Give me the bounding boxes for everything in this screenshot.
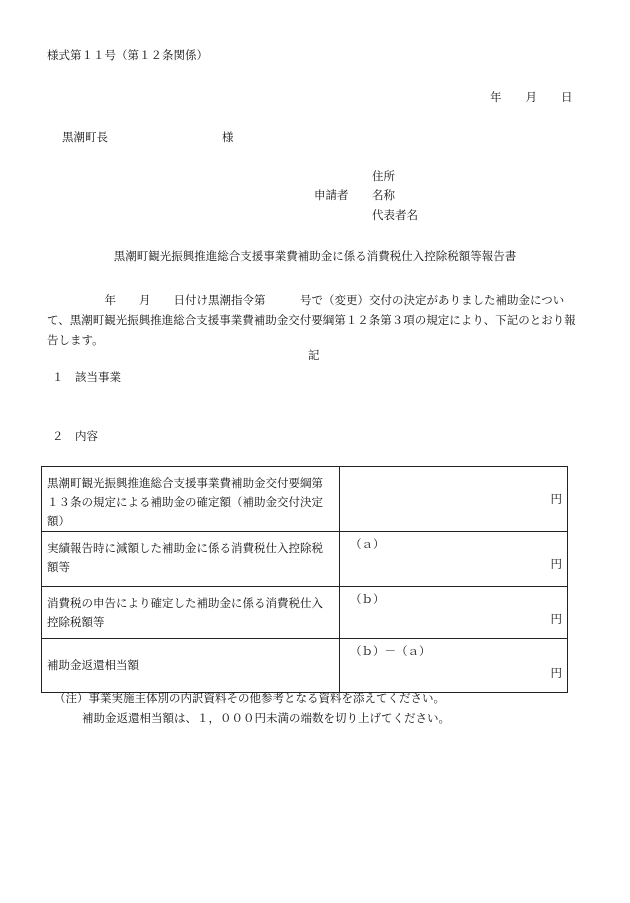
note-1: （注）事業実施主体別の内訳資料その他参考となる資料を添えてください。 [54,691,445,705]
date-day: 日 [561,90,573,104]
name-label: 名称 [372,188,395,202]
yen-unit: 円 [550,666,562,680]
amount-tag: （ｂ）－（ａ） [350,644,431,658]
date-line [490,92,573,104]
row-label: 消費税の申告により確定した補助金に係る消費税仕入控除税額等 [42,587,340,639]
amount-tag: （ｂ） [350,592,385,606]
date-month: 月 [525,90,537,104]
amount-cell [340,532,568,587]
table-row [42,587,568,639]
applicant-label: 申請者 [314,188,349,202]
row-label: 補助金返還相当額 [42,639,340,693]
amount-tag: （ａ） [350,537,385,551]
address-label: 住所 [372,169,395,183]
table-row [42,639,568,693]
yen-unit: 円 [550,612,562,626]
addressee: 黒潮町長 [62,130,108,144]
row-label: 黒潮町観光振興推進総合支援事業費補助金交付要綱第１３条の規定による補助金の確定額（補助金交付決定額） [42,467,340,532]
representative-label: 代表者名 [372,208,418,222]
amount-cell [340,587,568,639]
content-table [41,466,568,693]
document-title: 黒潮町観光振興推進総合支援事業費補助金に係る消費税仕入控除税額等報告書 [113,249,517,263]
amount-cell [340,467,568,532]
amount-cell [340,639,568,693]
ki-heading: 記 [308,348,320,362]
date-year: 年 [490,90,502,104]
note-2: 補助金返還相当額は、１，０００円未満の端数を切り上げてください。 [82,711,450,725]
yen-unit: 円 [550,557,562,571]
section-1-heading: １ 該当事業 [52,370,121,384]
body-paragraph: 年 月 日付け黒潮指令第 号で（変更）交付の決定がありました補助金について、黒潮町観光振興推進総合支援事業費補助金交付要綱第１２条第３項の規定により、下記のとおり報告します。 [47,293,576,347]
honorific: 様 [222,130,234,144]
form-number: 様式第１１号（第１２条関係） [47,48,208,62]
row-label: 実績報告時に減額した補助金に係る消費税仕入控除税額等 [42,532,340,587]
table-row [42,532,568,587]
table-row [42,467,568,532]
yen-unit: 円 [550,492,562,506]
section-2-heading: ２ 内容 [52,429,98,443]
